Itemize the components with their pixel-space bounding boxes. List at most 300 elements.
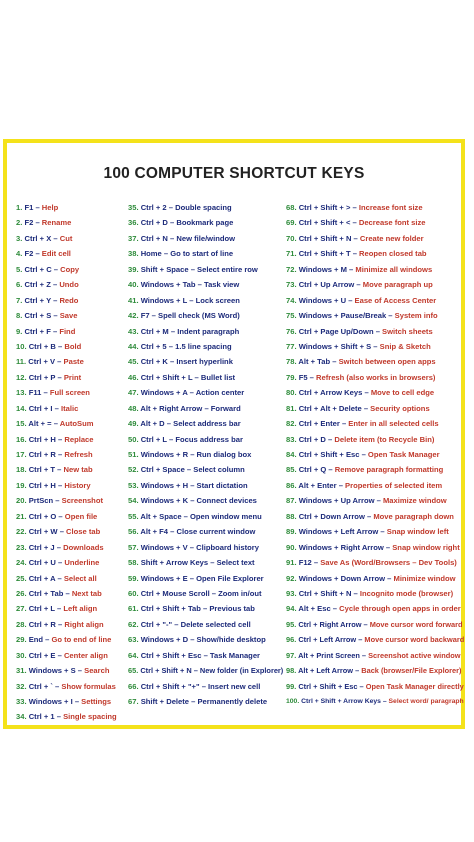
shortcut-keys: Ctrl + Shift + Arrow Keys – bbox=[301, 698, 387, 705]
shortcut-number: 43. bbox=[128, 326, 139, 336]
shortcut-keys: Ctrl + 1 – bbox=[28, 712, 61, 722]
shortcut-keys: Ctrl + H – bbox=[28, 480, 63, 490]
shortcut-item bbox=[286, 524, 464, 539]
shortcut-description: Snap window right bbox=[392, 542, 460, 552]
shortcut-item bbox=[16, 385, 132, 400]
shortcut-item bbox=[16, 416, 132, 431]
shortcut-description: Save bbox=[59, 311, 78, 321]
shortcut-keys: Windows + D – bbox=[140, 635, 195, 645]
shortcut-number: 71. bbox=[286, 249, 297, 259]
shortcut-description: Minimize all windows bbox=[355, 264, 433, 274]
shortcut-item bbox=[286, 648, 464, 663]
shortcut-description: Cycle through open apps in order bbox=[339, 604, 461, 614]
shortcut-item bbox=[128, 663, 283, 678]
shortcut-keys: Windows + L – bbox=[140, 295, 194, 305]
shortcut-item bbox=[286, 215, 464, 230]
shortcut-item bbox=[16, 231, 132, 246]
shortcut-item bbox=[128, 694, 283, 709]
shortcut-description: Select column bbox=[193, 465, 245, 475]
shortcut-number: 11. bbox=[16, 357, 27, 367]
shortcut-item bbox=[16, 694, 132, 709]
shortcut-description: New tab bbox=[63, 465, 93, 475]
shortcut-item bbox=[286, 200, 464, 215]
shortcut-description: System info bbox=[394, 311, 438, 321]
shortcut-item bbox=[286, 401, 464, 416]
shortcut-number: 24. bbox=[16, 558, 27, 568]
shortcut-number: 93. bbox=[286, 588, 297, 598]
shortcut-keys: Ctrl + Mouse Scroll – bbox=[140, 588, 217, 598]
shortcut-description: New folder (in Explorer) bbox=[199, 666, 283, 676]
shortcut-item bbox=[16, 509, 132, 524]
shortcut-item bbox=[128, 617, 283, 632]
shortcut-number: 70. bbox=[286, 233, 297, 243]
shortcut-item bbox=[16, 601, 132, 616]
shortcut-number: 40. bbox=[128, 280, 139, 290]
shortcut-keys: Windows + S – bbox=[28, 666, 82, 676]
shortcut-number: 92. bbox=[286, 573, 297, 583]
shortcut-item bbox=[286, 632, 464, 647]
shortcut-description: Incognito mode (browser) bbox=[359, 588, 454, 598]
shortcut-description: Screenshot bbox=[61, 496, 103, 506]
shortcut-number: 60. bbox=[128, 588, 139, 598]
shortcut-description: Find bbox=[59, 326, 76, 336]
shortcut-number: 89. bbox=[286, 527, 297, 537]
shortcut-keys: Ctrl + L – bbox=[28, 604, 62, 614]
shortcut-keys: Ctrl + Left Arrow – bbox=[298, 635, 363, 645]
shortcut-keys: Ctrl + E – bbox=[28, 650, 62, 660]
shortcut-number: 59. bbox=[128, 573, 139, 583]
shortcut-description: Move paragraph up bbox=[362, 280, 433, 290]
shortcut-item bbox=[16, 648, 132, 663]
shortcut-number: 48. bbox=[128, 403, 139, 413]
shortcut-number: 34. bbox=[16, 712, 27, 722]
shortcut-item bbox=[16, 354, 132, 369]
shortcut-number: 39. bbox=[128, 264, 139, 274]
shortcut-description: Print bbox=[63, 372, 82, 382]
shortcut-description: Reopen closed tab bbox=[359, 249, 427, 259]
shortcut-number: 21. bbox=[16, 511, 27, 521]
shortcut-item bbox=[286, 694, 464, 709]
shortcut-keys: Ctrl + Shift + Esc – bbox=[140, 650, 208, 660]
shortcut-keys: Ctrl + Arrow Keys – bbox=[298, 388, 369, 398]
shortcut-keys: Ctrl + Tab – bbox=[28, 588, 70, 598]
shortcut-keys: Windows + Up Arrow – bbox=[298, 496, 381, 506]
shortcut-item bbox=[128, 493, 283, 508]
shortcut-item bbox=[286, 432, 464, 447]
shortcut-keys: Alt + Right Arrow – bbox=[140, 403, 209, 413]
shortcut-item bbox=[128, 524, 283, 539]
shortcut-keys: Windows + Pause/Break – bbox=[298, 311, 393, 321]
shortcut-number: 99. bbox=[286, 681, 297, 691]
shortcut-number: 62. bbox=[128, 619, 139, 629]
shortcut-item bbox=[16, 432, 132, 447]
shortcut-item bbox=[286, 339, 464, 354]
shortcut-description: New file/window bbox=[176, 233, 236, 243]
shortcut-item bbox=[16, 293, 132, 308]
shortcut-item bbox=[286, 308, 464, 323]
shortcut-description: Snip & Sketch bbox=[379, 341, 431, 351]
shortcut-number: 98. bbox=[286, 666, 297, 676]
shortcut-description: Bold bbox=[64, 341, 82, 351]
shortcut-item bbox=[128, 277, 283, 292]
shortcut-sheet bbox=[3, 139, 465, 729]
shortcut-number: 86. bbox=[286, 480, 297, 490]
shortcut-keys: Ctrl + K – bbox=[140, 357, 175, 367]
shortcut-keys: Ctrl + 2 – bbox=[140, 203, 173, 212]
shortcut-item bbox=[286, 324, 464, 339]
shortcut-description: Delete selected cell bbox=[180, 619, 251, 629]
shortcut-number: 65. bbox=[128, 666, 139, 676]
shortcut-number: 1. bbox=[16, 203, 23, 212]
shortcut-keys: Alt + Enter – bbox=[298, 480, 343, 490]
shortcut-keys: Ctrl + I – bbox=[28, 403, 59, 413]
shortcut-description: Properties of selected item bbox=[345, 480, 443, 490]
shortcut-keys: Alt + Tab – bbox=[298, 357, 337, 367]
shortcut-number: 55. bbox=[128, 511, 139, 521]
shortcut-keys: Ctrl + Shift + Esc – bbox=[298, 450, 366, 459]
shortcut-number: 52. bbox=[128, 465, 139, 475]
shortcut-number: 30. bbox=[16, 650, 27, 660]
shortcut-number: 9. bbox=[16, 326, 23, 336]
shortcut-description: Refresh (also works in browsers) bbox=[316, 372, 436, 382]
shortcut-keys: Ctrl + F – bbox=[24, 326, 58, 336]
shortcut-number: 76. bbox=[286, 326, 297, 336]
shortcut-item bbox=[16, 540, 132, 555]
shortcut-keys: Ctrl + Shift + < – bbox=[298, 218, 357, 228]
shortcut-number: 4. bbox=[16, 249, 23, 259]
shortcut-item bbox=[16, 339, 132, 354]
shortcut-description: Replace bbox=[64, 434, 94, 444]
shortcut-item bbox=[128, 432, 283, 447]
shortcut-item bbox=[128, 632, 283, 647]
shortcut-number: 64. bbox=[128, 650, 139, 660]
shortcut-keys: Ctrl + O – bbox=[28, 511, 63, 521]
shortcut-keys: Ctrl + ` – bbox=[28, 681, 60, 691]
shortcut-keys: PrtScn – bbox=[28, 496, 60, 506]
shortcut-description: Create new folder bbox=[359, 233, 424, 243]
shortcut-description: Run dialog box bbox=[196, 450, 252, 459]
shortcut-number: 72. bbox=[286, 264, 297, 274]
shortcut-description: Double spacing bbox=[175, 203, 232, 212]
shortcut-description: Select all bbox=[63, 573, 97, 583]
shortcut-number: 63. bbox=[128, 635, 139, 645]
shortcut-number: 2. bbox=[16, 218, 23, 228]
shortcut-description: Go to start of line bbox=[170, 249, 234, 259]
shortcut-item bbox=[286, 370, 464, 385]
shortcut-column-1 bbox=[16, 200, 132, 725]
shortcut-item bbox=[16, 663, 132, 678]
shortcut-keys: Ctrl + Right Arrow – bbox=[298, 619, 368, 629]
shortcut-item bbox=[286, 555, 464, 570]
shortcut-number: 50. bbox=[128, 434, 139, 444]
shortcut-number: 66. bbox=[128, 681, 139, 691]
shortcut-keys: Ctrl + Shift + L – bbox=[140, 372, 199, 382]
shortcut-item bbox=[128, 246, 283, 261]
shortcut-item bbox=[286, 601, 464, 616]
shortcut-number: 33. bbox=[16, 697, 27, 706]
shortcut-description: Permanently delete bbox=[197, 697, 268, 706]
shortcut-number: 22. bbox=[16, 527, 27, 537]
shortcut-number: 81. bbox=[286, 403, 297, 413]
shortcut-description: Open File Explorer bbox=[196, 573, 264, 583]
shortcut-item bbox=[286, 493, 464, 508]
shortcut-description: Downloads bbox=[63, 542, 104, 552]
shortcut-keys: Ctrl + Down Arrow – bbox=[298, 511, 372, 521]
shortcut-item bbox=[16, 324, 132, 339]
shortcut-description: Full screen bbox=[49, 388, 90, 398]
shortcut-keys: Windows + U – bbox=[298, 295, 353, 305]
shortcut-keys: Windows + Right Arrow – bbox=[298, 542, 391, 552]
shortcut-number: 96. bbox=[286, 635, 297, 645]
shortcut-column-3 bbox=[286, 200, 464, 709]
shortcut-keys: Ctrl + V – bbox=[28, 357, 62, 367]
shortcut-item bbox=[128, 200, 283, 215]
shortcut-description: Rename bbox=[41, 218, 72, 228]
shortcut-description: Insert new cell bbox=[208, 681, 261, 691]
shortcut-number: 84. bbox=[286, 450, 297, 459]
shortcut-description: Move cursor word forward bbox=[369, 619, 463, 629]
shortcut-keys: Ctrl + Page Up/Down – bbox=[298, 326, 380, 336]
shortcut-description: Select entire row bbox=[197, 264, 258, 274]
shortcut-item bbox=[286, 679, 464, 694]
shortcut-description: Minimize window bbox=[393, 573, 456, 583]
shortcut-description: Next tab bbox=[71, 588, 102, 598]
shortcut-keys: Windows + A – bbox=[140, 388, 194, 398]
shortcut-number: 79. bbox=[286, 372, 297, 382]
shortcut-description: Indent paragraph bbox=[177, 326, 240, 336]
shortcut-number: 25. bbox=[16, 573, 27, 583]
shortcut-keys: Shift + Space – bbox=[140, 264, 195, 274]
shortcut-item bbox=[128, 231, 283, 246]
shortcut-description: Paste bbox=[63, 357, 84, 367]
shortcut-description: Redo bbox=[59, 295, 79, 305]
shortcut-item bbox=[16, 200, 132, 215]
shortcut-description: Switch between open apps bbox=[338, 357, 436, 367]
shortcut-number: 41. bbox=[128, 295, 139, 305]
shortcut-description: Delete item (to Recycle Bin) bbox=[334, 434, 435, 444]
shortcut-item bbox=[286, 663, 464, 678]
shortcut-description: Forward bbox=[210, 403, 241, 413]
shortcut-number: 68. bbox=[286, 203, 297, 212]
shortcut-number: 74. bbox=[286, 295, 297, 305]
shortcut-item bbox=[128, 679, 283, 694]
shortcut-keys: Ctrl + Q – bbox=[298, 465, 333, 475]
shortcut-number: 28. bbox=[16, 619, 27, 629]
shortcut-number: 53. bbox=[128, 480, 139, 490]
shortcut-keys: Ctrl + T – bbox=[28, 465, 62, 475]
shortcut-description: Left align bbox=[63, 604, 98, 614]
shortcut-number: 73. bbox=[286, 280, 297, 290]
shortcut-keys: Ctrl + Shift + Tab – bbox=[140, 604, 208, 614]
shortcut-keys: Ctrl + Y – bbox=[24, 295, 58, 305]
shortcut-item bbox=[286, 540, 464, 555]
shortcut-item bbox=[128, 447, 283, 462]
shortcut-description: Spell check (MS Word) bbox=[158, 311, 240, 321]
shortcut-keys: Ctrl + Shift + T – bbox=[298, 249, 357, 259]
shortcut-description: Move cursor word backward bbox=[364, 635, 464, 645]
shortcut-description: Open file bbox=[64, 511, 98, 521]
shortcut-keys: Ctrl + Enter – bbox=[298, 419, 347, 429]
shortcut-keys: Windows + Tab – bbox=[140, 280, 202, 290]
shortcut-keys: F12 – bbox=[298, 558, 319, 568]
shortcut-number: 20. bbox=[16, 496, 27, 506]
shortcut-keys: Alt + = – bbox=[28, 419, 58, 429]
shortcut-number: 3. bbox=[16, 233, 23, 243]
shortcut-keys: Ctrl + L – bbox=[140, 434, 174, 444]
shortcut-number: 23. bbox=[16, 542, 27, 552]
shortcut-number: 51. bbox=[128, 450, 139, 459]
shortcut-item bbox=[286, 262, 464, 277]
shortcut-number: 83. bbox=[286, 434, 297, 444]
shortcut-keys: Windows + Left Arrow – bbox=[298, 527, 385, 537]
shortcut-keys: Windows + H – bbox=[140, 480, 195, 490]
shortcut-keys: Ctrl + B – bbox=[28, 341, 63, 351]
shortcut-description: Undo bbox=[59, 280, 79, 290]
shortcut-item bbox=[128, 601, 283, 616]
shortcut-item bbox=[16, 709, 132, 724]
shortcut-keys: Alt + Esc – bbox=[298, 604, 338, 614]
shortcut-number: 7. bbox=[16, 295, 23, 305]
shortcut-description: Bookmark page bbox=[176, 218, 234, 228]
shortcut-item bbox=[286, 231, 464, 246]
shortcut-keys: Ctrl + J – bbox=[28, 542, 61, 552]
shortcut-keys: Ctrl + D – bbox=[140, 218, 175, 228]
shortcut-description: Remove paragraph formatting bbox=[334, 465, 444, 475]
shortcut-item bbox=[16, 308, 132, 323]
shortcut-keys: Windows + Shift + S – bbox=[298, 341, 378, 351]
shortcut-item bbox=[128, 262, 283, 277]
shortcut-keys: Shift + Arrow Keys – bbox=[140, 558, 215, 568]
shortcut-number: 54. bbox=[128, 496, 139, 506]
shortcut-item bbox=[286, 447, 464, 462]
shortcut-number: 95. bbox=[286, 619, 297, 629]
shortcut-number: 94. bbox=[286, 604, 297, 614]
shortcut-keys: F7 – bbox=[140, 311, 156, 321]
shortcut-keys: F2 – bbox=[24, 249, 40, 259]
shortcut-description: Cut bbox=[59, 233, 73, 243]
shortcut-keys: Windows + I – bbox=[28, 697, 80, 706]
shortcut-description: Open window menu bbox=[190, 511, 262, 521]
shortcut-description: Settings bbox=[81, 697, 112, 706]
shortcut-item bbox=[16, 462, 132, 477]
shortcut-keys: End – bbox=[28, 635, 50, 645]
shortcut-number: 85. bbox=[286, 465, 297, 475]
shortcut-item bbox=[286, 416, 464, 431]
shortcut-number: 27. bbox=[16, 604, 27, 614]
shortcut-description: Edit cell bbox=[41, 249, 71, 259]
shortcut-description: Enter in all selected cells bbox=[348, 419, 439, 429]
shortcut-item bbox=[128, 293, 283, 308]
shortcut-item bbox=[286, 354, 464, 369]
shortcut-description: Bullet list bbox=[200, 372, 236, 382]
shortcut-description: Task Manager bbox=[209, 650, 261, 660]
shortcut-item bbox=[16, 555, 132, 570]
shortcut-number: 10. bbox=[16, 341, 27, 351]
shortcut-description: Close current window bbox=[176, 527, 256, 537]
shortcut-number: 38. bbox=[128, 249, 139, 259]
shortcut-description: History bbox=[64, 480, 91, 490]
shortcut-item bbox=[16, 493, 132, 508]
shortcut-item bbox=[16, 632, 132, 647]
shortcut-number: 67. bbox=[128, 697, 139, 706]
shortcut-item bbox=[128, 586, 283, 601]
shortcut-description: Switch sheets bbox=[382, 326, 433, 336]
shortcut-keys: Home – bbox=[140, 249, 169, 259]
shortcut-item bbox=[16, 401, 132, 416]
shortcut-number: 49. bbox=[128, 419, 139, 429]
shortcut-keys: Ctrl + H – bbox=[28, 434, 63, 444]
shortcut-item bbox=[16, 447, 132, 462]
shortcut-keys: Ctrl + P – bbox=[28, 372, 62, 382]
shortcut-description: Select text bbox=[216, 558, 255, 568]
shortcut-keys: Alt + Left Arrow – bbox=[298, 666, 360, 676]
shortcut-keys: Windows + R – bbox=[140, 450, 195, 459]
shortcut-item bbox=[128, 509, 283, 524]
shortcut-description: Zoom in/out bbox=[218, 588, 262, 598]
shortcut-item bbox=[16, 478, 132, 493]
shortcut-description: Single spacing bbox=[63, 712, 117, 722]
shortcut-keys: Ctrl + D – bbox=[298, 434, 333, 444]
shortcut-description: Security options bbox=[370, 403, 430, 413]
shortcut-number: 77. bbox=[286, 341, 297, 351]
shortcut-number: 36. bbox=[128, 218, 139, 228]
shortcut-description: Select word/ paragraph bbox=[388, 698, 464, 705]
shortcut-keys: Ctrl + Space – bbox=[140, 465, 192, 475]
shortcut-keys: Ctrl + X – bbox=[24, 233, 58, 243]
shortcut-keys: Ctrl + R – bbox=[28, 450, 63, 459]
shortcut-keys: Alt + F4 – bbox=[140, 527, 175, 537]
shortcut-column-2 bbox=[128, 200, 283, 709]
shortcut-number: 61. bbox=[128, 604, 139, 614]
shortcut-keys: Ctrl + Shift + N – bbox=[140, 666, 198, 676]
shortcut-item bbox=[16, 524, 132, 539]
shortcut-number: 57. bbox=[128, 542, 139, 552]
shortcut-description: Show/hide desktop bbox=[196, 635, 266, 645]
shortcut-number: 45. bbox=[128, 357, 139, 367]
shortcut-item bbox=[286, 617, 464, 632]
shortcut-description: Open Task Manager bbox=[367, 450, 440, 459]
shortcut-description: Connect devices bbox=[196, 496, 257, 506]
shortcut-number: 75. bbox=[286, 311, 297, 321]
shortcut-item bbox=[16, 617, 132, 632]
shortcut-description: Lock screen bbox=[195, 295, 240, 305]
shortcut-number: 47. bbox=[128, 388, 139, 398]
shortcut-item bbox=[286, 478, 464, 493]
shortcut-item bbox=[128, 385, 283, 400]
shortcut-keys: Ctrl + Shift + Esc – bbox=[298, 681, 364, 691]
shortcut-keys: Alt + D – bbox=[140, 419, 171, 429]
shortcut-number: 8. bbox=[16, 311, 23, 321]
shortcut-item bbox=[16, 370, 132, 385]
shortcut-number: 46. bbox=[128, 372, 139, 382]
shortcut-keys: Ctrl + Up Arrow – bbox=[298, 280, 361, 290]
shortcut-keys: Ctrl + Shift + "+" – bbox=[140, 681, 206, 691]
shortcut-number: 13. bbox=[16, 388, 27, 398]
shortcut-description: Task view bbox=[204, 280, 240, 290]
shortcut-description: Focus address bar bbox=[175, 434, 243, 444]
shortcut-keys: Ctrl + M – bbox=[140, 326, 176, 336]
shortcut-item bbox=[128, 555, 283, 570]
shortcut-number: 58. bbox=[128, 558, 139, 568]
shortcut-number: 15. bbox=[16, 419, 27, 429]
shortcut-item bbox=[16, 215, 132, 230]
shortcut-keys: Ctrl + S – bbox=[24, 311, 58, 321]
shortcut-item bbox=[286, 246, 464, 261]
shortcut-item bbox=[16, 571, 132, 586]
shortcut-keys: F1 – bbox=[24, 203, 40, 212]
shortcut-description: Previous tab bbox=[209, 604, 255, 614]
shortcut-number: 37. bbox=[128, 233, 139, 243]
